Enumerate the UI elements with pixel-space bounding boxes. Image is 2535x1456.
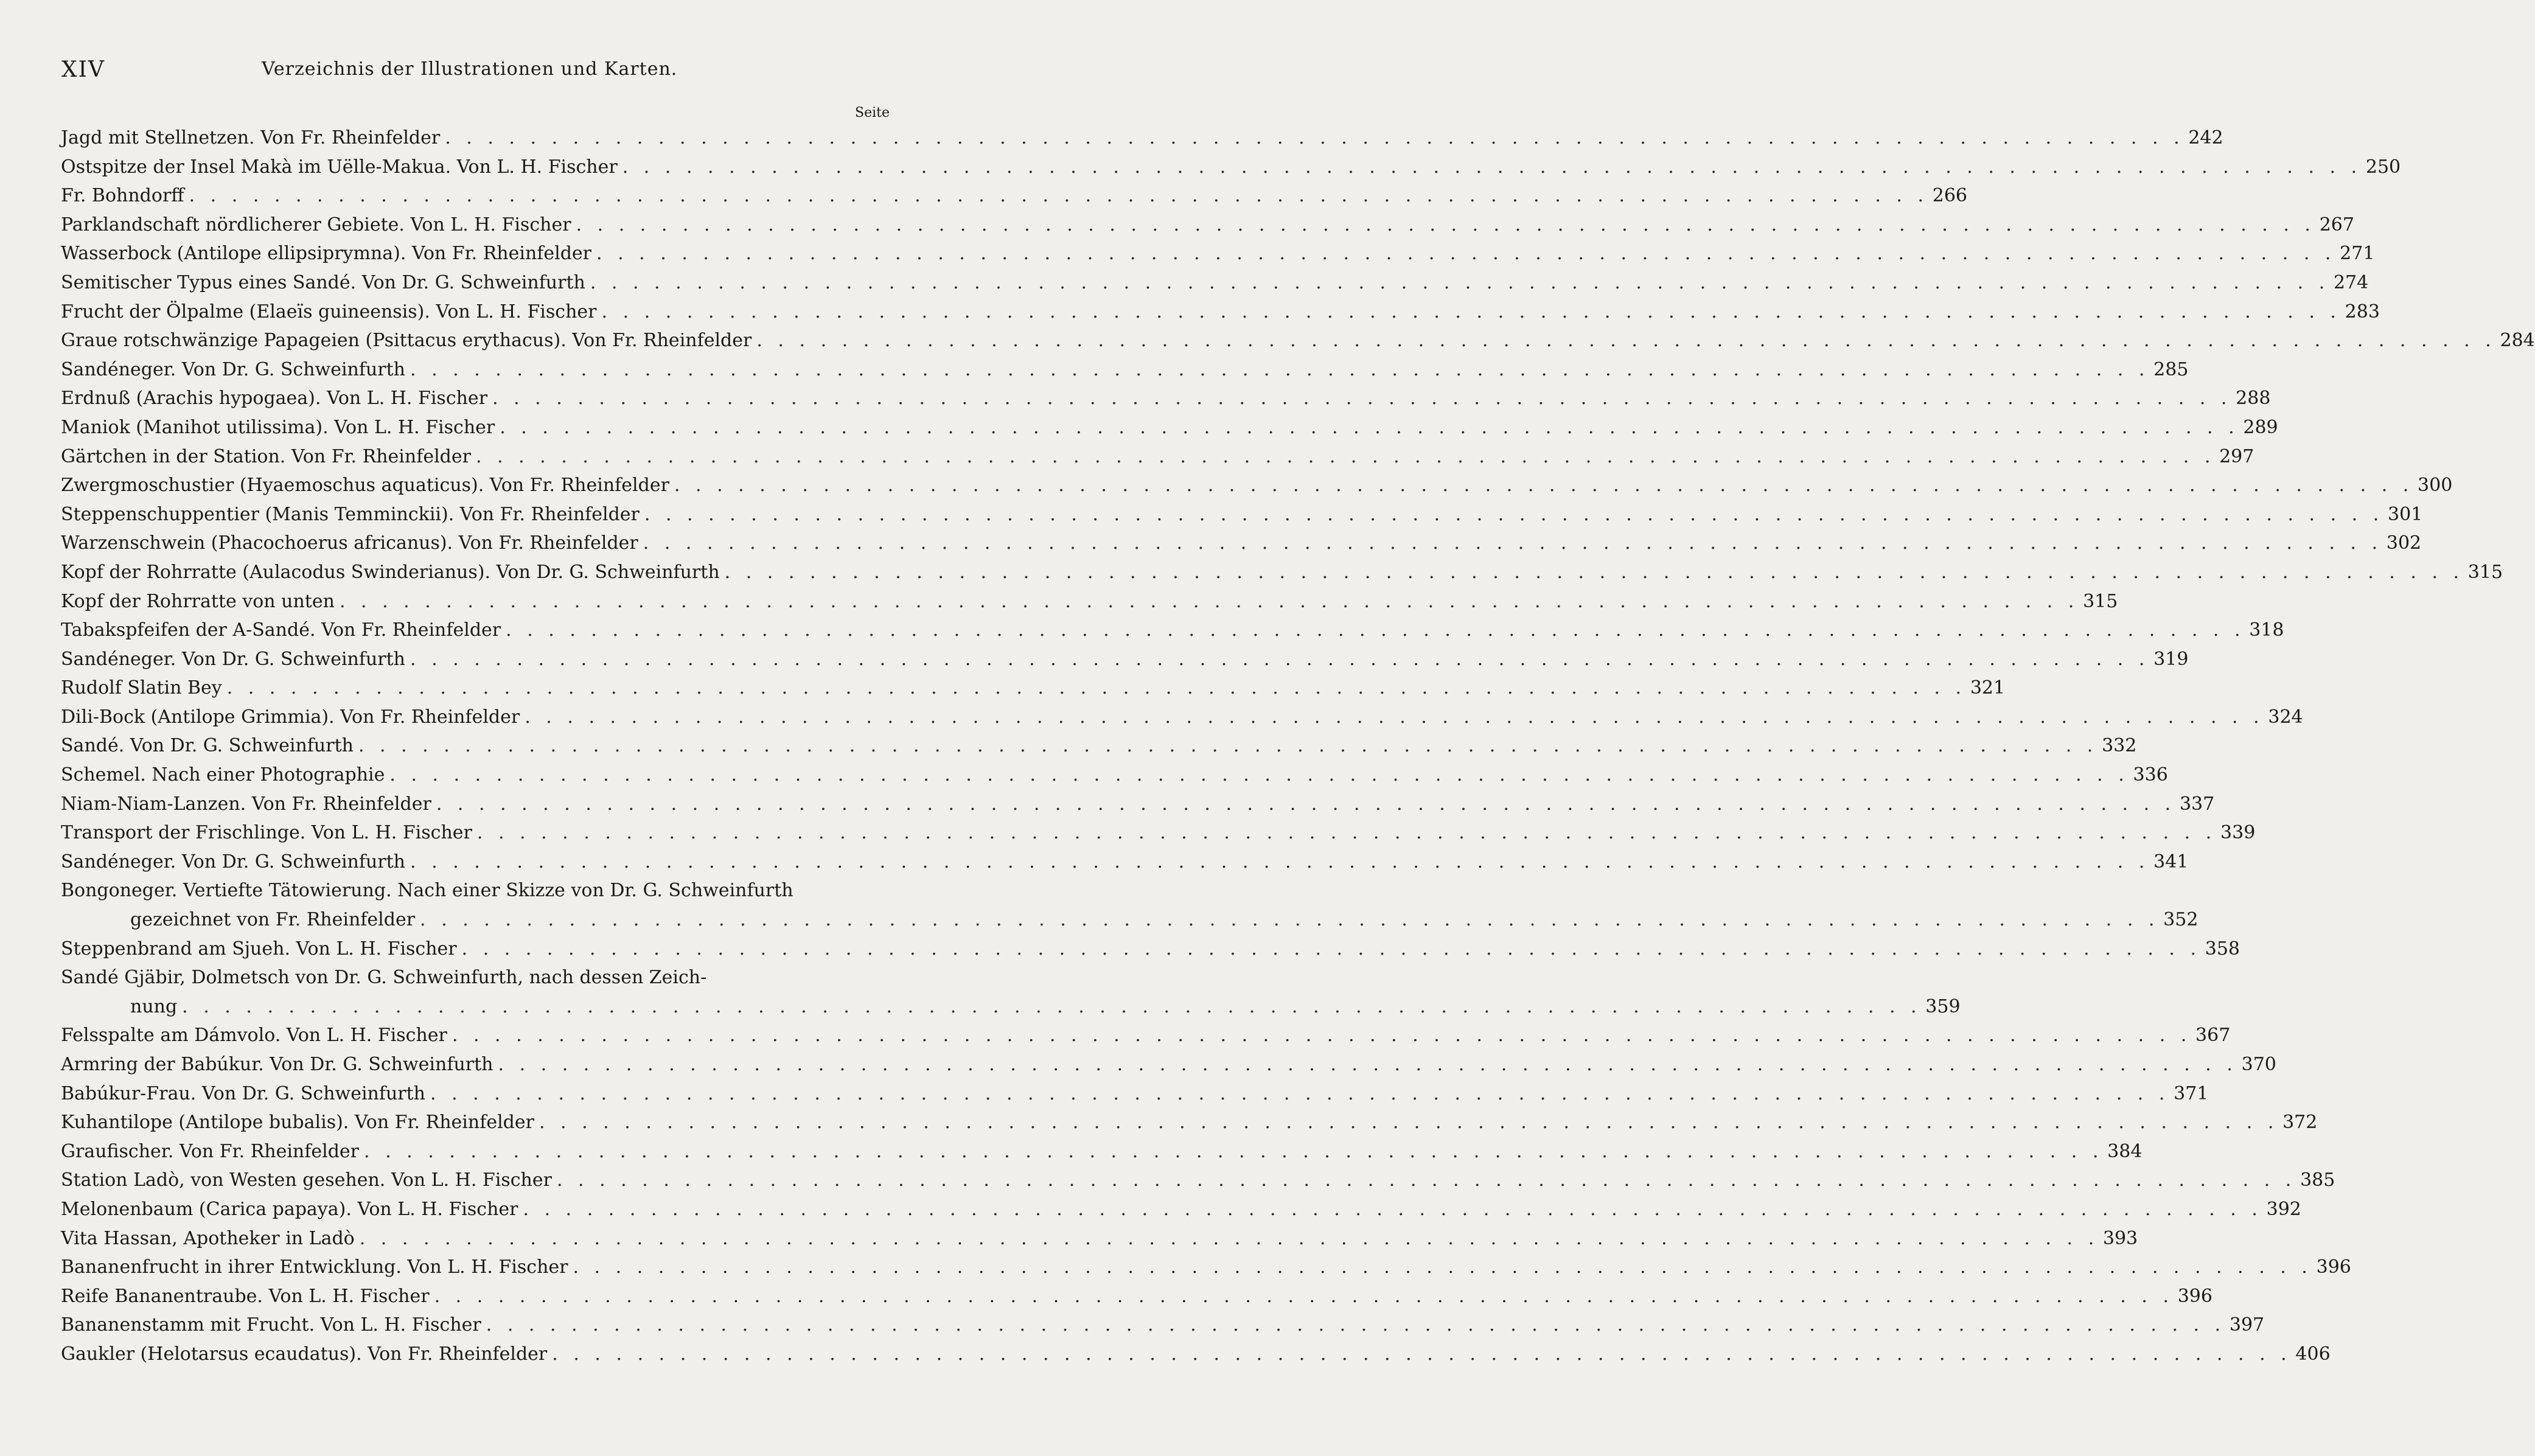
- entry-page-number: 315: [2083, 590, 2118, 612]
- column-label-seite: Seite: [855, 105, 890, 120]
- entry-title: Armring der Babúkur. Von Dr. G. Schweinfurth: [61, 1054, 493, 1075]
- dot-leader: [430, 1282, 2174, 1311]
- list-item: [61, 876, 890, 905]
- list-item: [61, 1224, 2138, 1253]
- dot-leader: [568, 1253, 2312, 1282]
- list-item: [61, 761, 2168, 790]
- entry-title: Kopf der Rohrratte (Aulacodus Swinderianus). Von Dr. G. Schweinfurth: [61, 561, 720, 583]
- entry-page-number: 319: [2153, 648, 2189, 670]
- dot-leader: [751, 326, 2495, 355]
- entry-page-number: 266: [1932, 185, 1967, 207]
- list-item: [61, 1195, 2301, 1224]
- dot-leader: [472, 818, 2216, 848]
- entry-title: Wasserbock (Antilope ellipsiprymna). Von Fr. Rheinfelder: [61, 243, 592, 265]
- list-item: [61, 211, 2354, 240]
- entry-title: Niam-Niam-Lanzen. Von Fr. Rheinfelder: [61, 793, 431, 815]
- entry-title: Bananenfrucht in ihrer Entwicklung. Von L. H. Fischer: [61, 1256, 568, 1278]
- entry-title: Erdnuß (Arachis hypogaea). Von L. H. Fischer: [61, 388, 488, 409]
- dot-leader: [640, 500, 2383, 529]
- list-item: [61, 268, 2369, 298]
- dot-leader: [585, 268, 2329, 298]
- entry-title: Reife Bananentraube. Von L. H. Fischer: [61, 1285, 430, 1307]
- entry-title: Gaukler (Helotarsus ecaudatus). Von Fr. Rheinfelder: [61, 1343, 548, 1365]
- dot-leader: [222, 674, 1966, 703]
- list-item: [61, 645, 2189, 674]
- running-title: Verzeichnis der Illustrationen und Karten.: [262, 58, 678, 80]
- dot-leader: [493, 1050, 2237, 1079]
- dot-leader: [597, 298, 2341, 327]
- dot-leader: [618, 153, 2362, 182]
- entry-title: Jagd mit Stellnetzen. Von Fr. Rheinfelder: [61, 127, 441, 148]
- entry-page-number: 289: [2243, 416, 2278, 438]
- dot-leader: [669, 471, 2413, 500]
- entry-page-number: 300: [2418, 475, 2453, 496]
- list-item: [61, 153, 2401, 182]
- entry-page-number: 283: [2345, 301, 2380, 322]
- entry-title: Graue rotschwänzige Papageien (Psittacus erythacus). Von Fr. Rheinfelder: [61, 330, 752, 352]
- entry-title: Babúkur-Frau. Von Dr. G. Schweinfurth: [61, 1082, 426, 1104]
- entry-title: Bananenstamm mit Frucht. Von L. H. Fischer: [61, 1314, 481, 1336]
- entry-page-number: 352: [2163, 909, 2199, 931]
- entry-page-number: 301: [2388, 503, 2423, 525]
- dot-leader: [481, 1311, 2225, 1340]
- entry-title: Warzenschwein (Phacochoerus africanus). Von Fr. Rheinfelder: [61, 532, 638, 554]
- dot-leader: [547, 1340, 2291, 1369]
- list-item: [61, 298, 2380, 327]
- dot-leader: [184, 181, 1928, 211]
- list-item: [61, 963, 890, 992]
- list-item: [61, 848, 2189, 877]
- entry-title: Kuhantilope (Antilope bubalis). Von Fr. Rheinfelder: [61, 1112, 534, 1134]
- list-item: [61, 905, 2199, 935]
- entry-title: Frucht der Ölpalme (Elaeïs guineensis). Von L. H. Fischer: [61, 301, 597, 322]
- list-item: [61, 1340, 2331, 1369]
- dot-leader: [355, 1224, 2099, 1253]
- entry-page-number: 393: [2102, 1227, 2138, 1249]
- dot-leader: [487, 384, 2231, 413]
- entry-page-number: 284: [2500, 330, 2535, 352]
- list-item: [61, 703, 2303, 732]
- entry-title: Ostspitze der Insel Makà im Uëlle-Makua. Von L. H. Fischer: [61, 156, 618, 178]
- entry-page-number: 288: [2236, 388, 2271, 409]
- illustration-list: [61, 124, 2535, 1369]
- entry-page-number: 324: [2268, 706, 2303, 728]
- entry-page-number: 315: [2467, 561, 2503, 583]
- dot-leader: [385, 761, 2129, 790]
- list-item: [61, 558, 2503, 587]
- entry-page-number: 396: [2177, 1285, 2212, 1307]
- entry-page-number: 396: [2316, 1256, 2351, 1278]
- entry-title: Felsspalte am Dámvolo. Von L. H. Fischer: [61, 1025, 447, 1047]
- dot-leader: [415, 905, 2159, 935]
- entry-page-number: 384: [2107, 1140, 2143, 1162]
- entry-page-number: 397: [2229, 1314, 2265, 1336]
- list-item: [61, 1311, 2265, 1340]
- list-item: [61, 239, 2375, 268]
- dot-leader: [534, 1108, 2278, 1137]
- entry-page-number: 371: [2174, 1082, 2209, 1104]
- dot-leader: [354, 731, 2097, 761]
- list-item: [61, 674, 2006, 703]
- dot-leader: [405, 848, 2149, 877]
- entry-page-number: 250: [2365, 156, 2401, 178]
- entry-page-number: 274: [2333, 271, 2369, 293]
- entry-title: Transport der Frischlinge. Von L. H. Fischer: [61, 822, 472, 844]
- entry-title: Steppenbrand am Sjueh. Von L. H. Fischer: [61, 938, 457, 960]
- dot-leader: [440, 124, 2184, 153]
- dot-leader: [177, 992, 1921, 1022]
- list-item: [61, 1079, 2209, 1109]
- page-number: XIV: [61, 57, 105, 82]
- list-item: [61, 1021, 2231, 1050]
- entry-title: gezeichnet von Fr. Rheinfelder: [130, 909, 416, 931]
- list-item: [61, 384, 2271, 413]
- list-item: [61, 442, 2254, 472]
- list-item: [61, 500, 2423, 529]
- entry-title: Melonenbaum (Carica papaya). Von L. H. Fischer: [61, 1198, 518, 1220]
- list-item: [61, 124, 2223, 153]
- entry-title: Rudolf Slatin Bey: [61, 677, 222, 699]
- dot-leader: [571, 211, 2315, 240]
- entry-page-number: 242: [2188, 127, 2223, 148]
- entry-page-number: 267: [2319, 214, 2354, 235]
- entry-page-number: 337: [2179, 793, 2215, 815]
- dot-leader: [359, 1137, 2103, 1166]
- dot-leader: [425, 1079, 2169, 1109]
- dot-leader: [520, 703, 2264, 732]
- list-item: [61, 471, 2453, 500]
- entry-title: Dili-Bock (Antilope Grimmia). Von Fr. Rheinfelder: [61, 706, 520, 728]
- entry-page-number: 358: [2205, 938, 2240, 960]
- list-item: [61, 181, 1967, 211]
- entry-title: Parklandschaft nördlicherer Gebiete. Von L. H. Fischer: [61, 214, 571, 235]
- entry-title: Fr. Bohndorff: [61, 185, 184, 207]
- entry-title: Tabakspfeifen der A-Sandé. Von Fr. Rheinfelder: [61, 619, 501, 641]
- entry-title: Sandéneger. Von Dr. G. Schweinfurth: [61, 358, 406, 380]
- entry-title: Sandéneger. Von Dr. G. Schweinfurth: [61, 648, 406, 670]
- list-item: [61, 616, 2284, 645]
- dot-leader: [518, 1195, 2262, 1224]
- entry-title: Kopf der Rohrratte von unten: [61, 590, 335, 612]
- entry-title: Steppenschuppentier (Manis Temminckii). Von Fr. Rheinfelder: [61, 503, 640, 525]
- dot-leader: [501, 616, 2245, 645]
- list-item: [61, 1050, 2276, 1079]
- entry-title: Graufischer. Von Fr. Rheinfelder: [61, 1140, 360, 1162]
- list-item: [61, 790, 2215, 819]
- entry-title: Station Ladò, von Westen gesehen. Von L. H. Fischer: [61, 1169, 552, 1191]
- entry-title: Sandé. Von Dr. G. Schweinfurth: [61, 735, 354, 757]
- entry-title: Vita Hassan, Apotheker in Ladò: [61, 1227, 355, 1249]
- list-item: [61, 1282, 2212, 1311]
- entry-title: Sandé Gjäbir, Dolmetsch von Dr. G. Schweinfurth, nach dessen Zeich-: [61, 967, 707, 989]
- dot-leader: [495, 413, 2239, 442]
- entry-page-number: 370: [2241, 1054, 2276, 1075]
- entry-page-number: 332: [2102, 735, 2137, 757]
- dot-leader: [471, 442, 2215, 472]
- list-item: [61, 935, 2240, 964]
- entry-page-number: 321: [1970, 677, 2006, 699]
- list-item: [61, 1108, 2318, 1137]
- entry-page-number: 302: [2386, 532, 2422, 554]
- entry-page-number: 392: [2266, 1198, 2301, 1220]
- entry-title: Gärtchen in der Station. Von Fr. Rheinfelder: [61, 445, 471, 467]
- entry-page-number: 385: [2300, 1169, 2335, 1191]
- dot-leader: [405, 645, 2149, 674]
- dot-leader: [552, 1166, 2296, 1195]
- list-item: [61, 992, 1961, 1022]
- dot-leader: [591, 239, 2335, 268]
- entry-title: Zwergmoschustier (Hyaemoschus aquaticus). Von Fr. Rheinfelder: [61, 475, 669, 496]
- entry-page-number: 359: [1925, 995, 1961, 1017]
- list-item: [61, 1166, 2335, 1195]
- entry-title: Semitischer Typus eines Sandé. Von Dr. G. Schweinfurth: [61, 271, 585, 293]
- entry-page-number: 341: [2153, 851, 2189, 873]
- entry-title: Bongoneger. Vertiefte Tätowierung. Nach einer Skizze von Dr. G. Schweinfurth: [61, 880, 793, 902]
- dot-leader: [720, 558, 2464, 587]
- entry-title: Sandéneger. Von Dr. G. Schweinfurth: [61, 851, 406, 873]
- entry-title: nung: [130, 995, 178, 1017]
- list-item: [61, 587, 2118, 616]
- entry-page-number: 318: [2249, 619, 2284, 641]
- list-item: [61, 413, 2278, 442]
- dot-leader: [335, 587, 2079, 616]
- list-item: [61, 818, 2256, 848]
- dot-leader: [638, 529, 2382, 558]
- entry-title: Schemel. Nach einer Photographie: [61, 764, 385, 786]
- dot-leader: [431, 790, 2175, 819]
- list-item: [61, 529, 2422, 558]
- entry-page-number: 367: [2195, 1025, 2231, 1047]
- list-item: [61, 1253, 2351, 1282]
- list-item: [61, 731, 2137, 761]
- entry-page-number: 336: [2133, 764, 2168, 786]
- dot-leader: [447, 1021, 2191, 1050]
- entry-page-number: 372: [2282, 1112, 2318, 1134]
- entry-page-number: 406: [2295, 1343, 2331, 1365]
- entry-page-number: 339: [2220, 822, 2256, 844]
- dot-leader: [457, 935, 2201, 964]
- entry-page-number: 271: [2340, 243, 2375, 265]
- list-item: [61, 355, 2189, 385]
- entry-page-number: 297: [2219, 445, 2254, 467]
- entry-title: Maniok (Manihot utilissima). Von L. H. Fischer: [61, 416, 495, 438]
- entry-page-number: 285: [2153, 358, 2189, 380]
- list-item: [61, 326, 2535, 355]
- dot-leader: [405, 355, 2149, 385]
- list-item: [61, 1137, 2143, 1166]
